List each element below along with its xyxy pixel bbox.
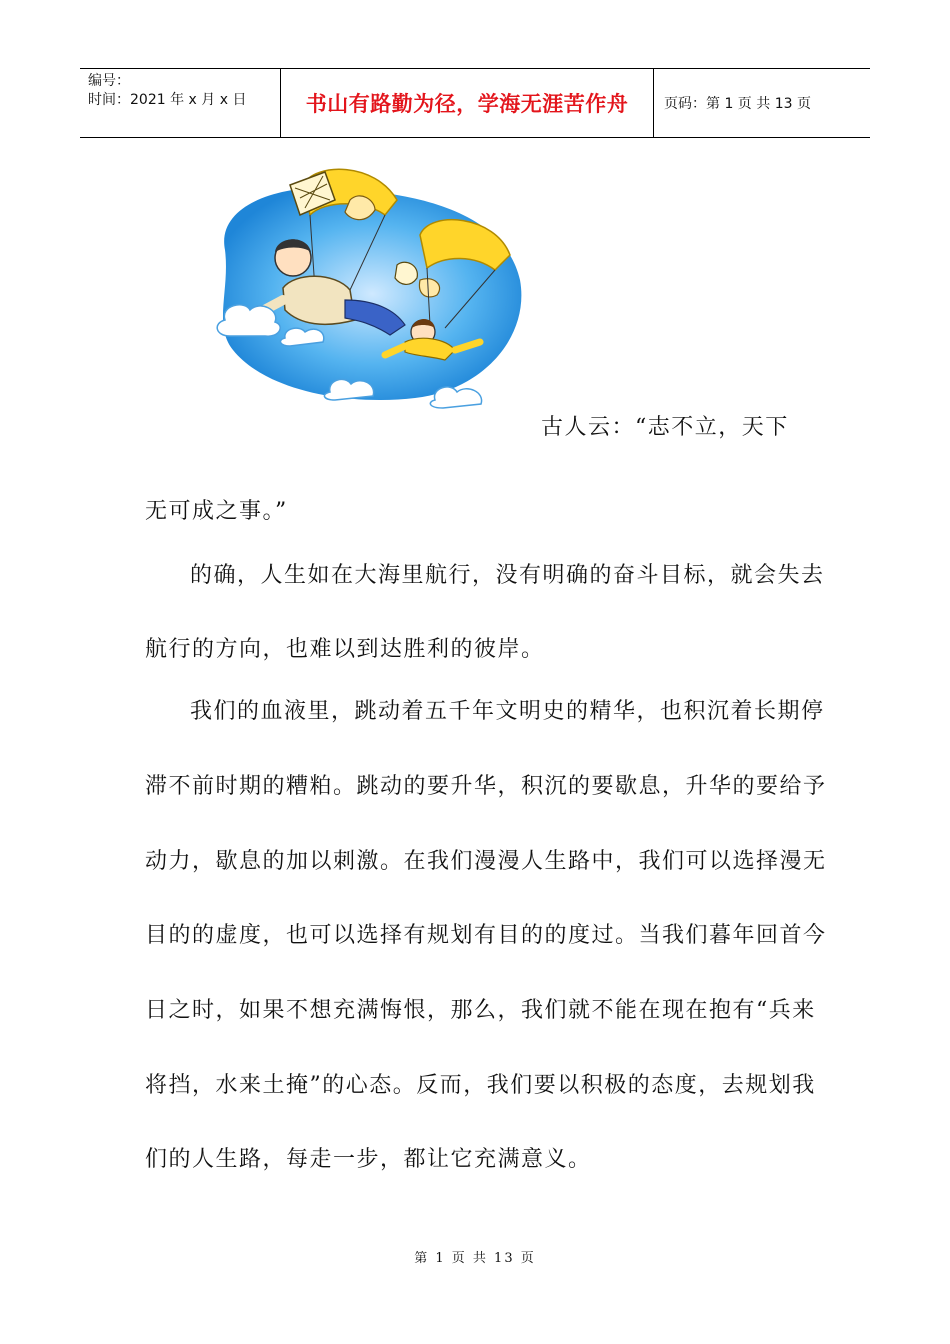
paragraph-line: 我们的血液里，跳动着五千年文明史的精华，也积沉着长期停 <box>190 699 825 724</box>
header-page-info: 页码：第 1 页 共 13 页 <box>664 96 811 112</box>
paragraph-line: 目的的虚度，也可以选择有规划有目的的度过。当我们暮年回首今 <box>145 923 827 948</box>
header-motto: 书山有路勤为径，学海无涯苦作舟 <box>281 69 654 137</box>
page-footer: 第 1 页 共 13 页 <box>414 1251 536 1266</box>
paragraph-line: 将挡，水来土掩”的心态。反而，我们要以积极的态度，去规划我 <box>145 1073 816 1098</box>
paragraph-line: 的确，人生如在大海里航行，没有明确的奋斗目标，就会失去 <box>190 563 825 588</box>
page-header <box>80 68 870 138</box>
parachute-illustration <box>205 160 535 418</box>
paragraph-line: 古人云：“志不立，天下 <box>541 415 789 440</box>
document-number-label: 编号： <box>88 73 130 89</box>
paragraph-line: 动力，歇息的加以刺激。在我们漫漫人生路中，我们可以选择漫无 <box>145 849 827 874</box>
paragraph-line: 无可成之事。” <box>145 499 288 524</box>
header-meta <box>80 69 281 137</box>
paragraph-line: 航行的方向，也难以到达胜利的彼岸。 <box>145 637 545 662</box>
document-time: 时间：2021 年 x 月 x 日 <box>88 92 247 108</box>
paragraph-line: 滞不前时期的糟粕。跳动的要升华，积沉的要歇息，升华的要给予 <box>145 774 827 799</box>
paragraph-line: 们的人生路，每走一步，都让它充满意义。 <box>145 1147 592 1172</box>
paragraph-line: 日之时，如果不想充满悔恨，那么，我们就不能在现在抱有“兵来 <box>145 998 816 1023</box>
